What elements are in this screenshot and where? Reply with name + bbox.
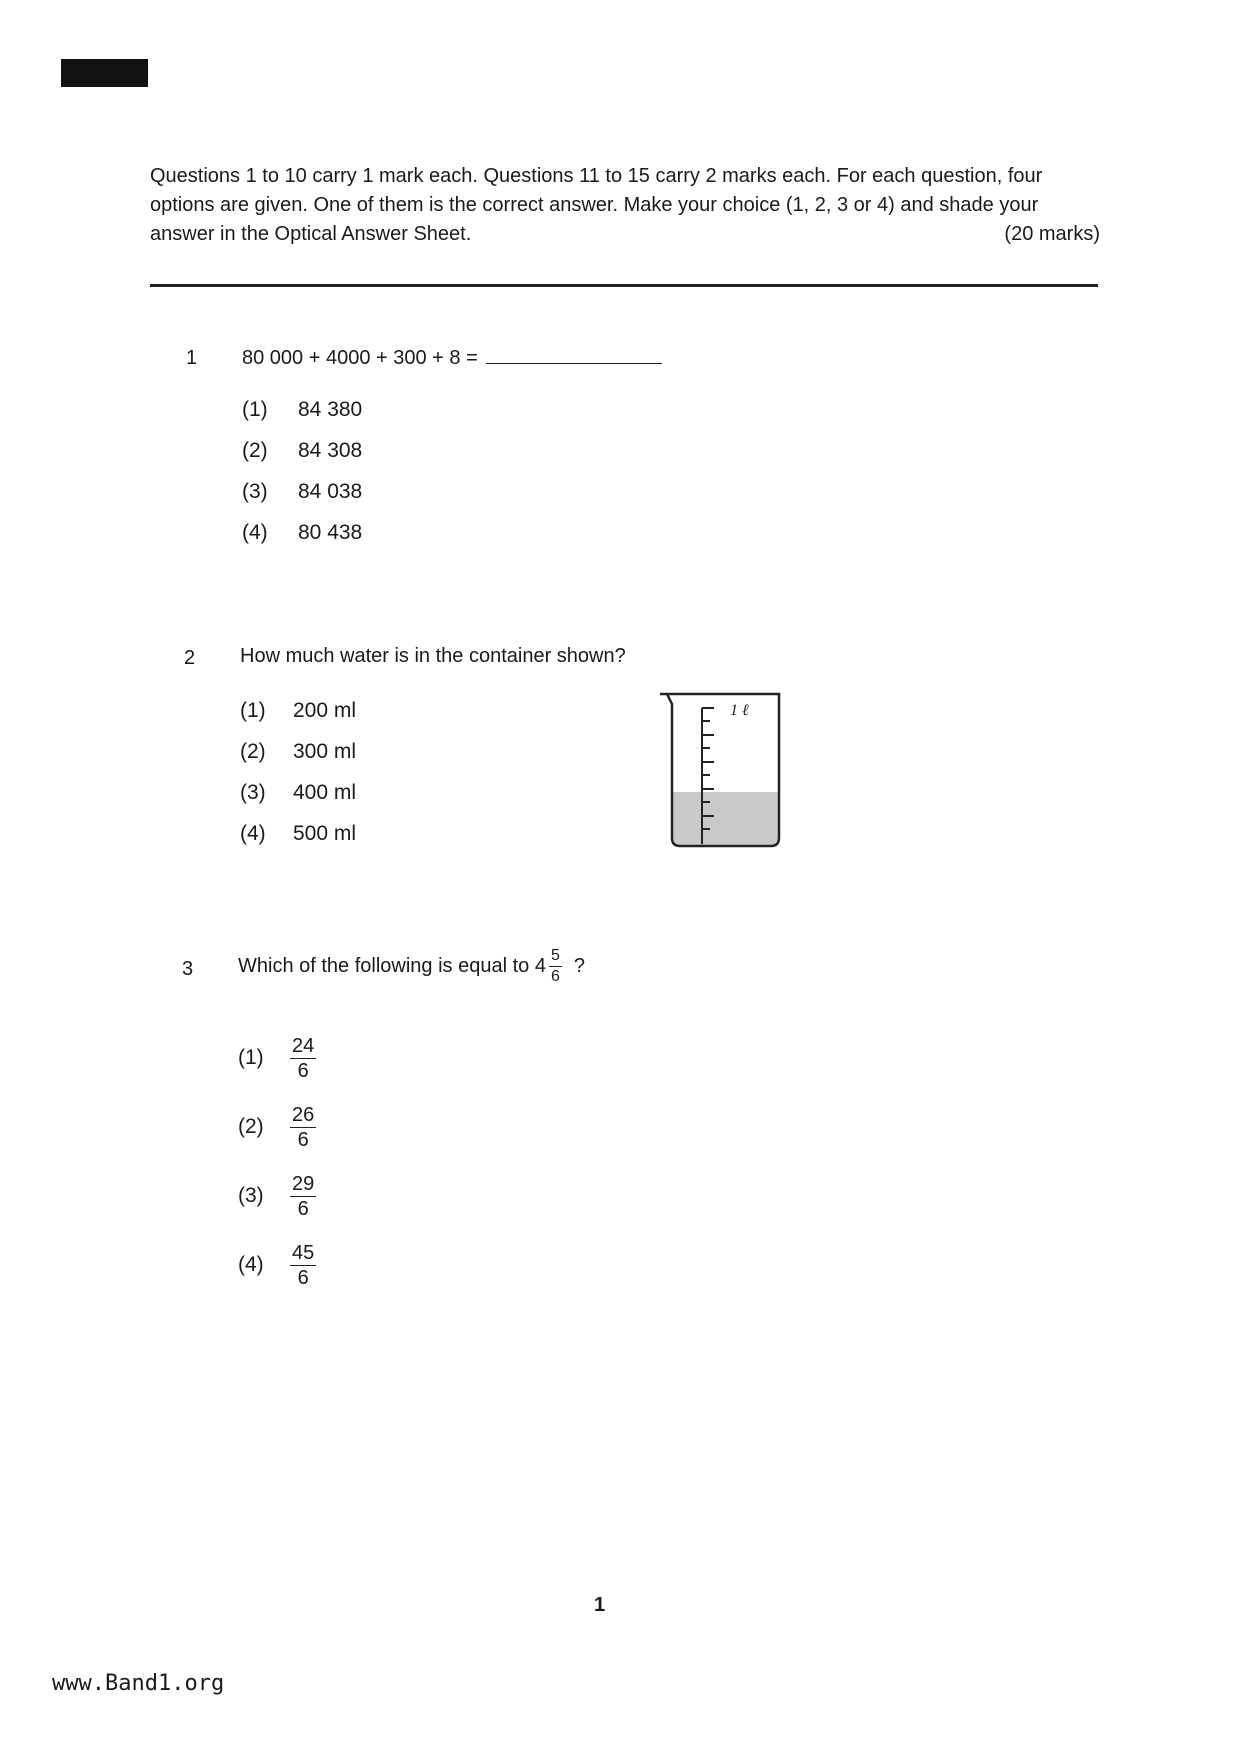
option-label: (1) bbox=[238, 1046, 264, 1069]
question-1-option-4 bbox=[242, 521, 362, 545]
option-value: 400 ml bbox=[293, 781, 357, 804]
fraction-denominator: 6 bbox=[550, 967, 560, 985]
option-label: (2) bbox=[240, 740, 266, 763]
footer-url[interactable]: www.Band1.org bbox=[52, 1671, 225, 1696]
question-3-option-2 bbox=[238, 1102, 316, 1152]
question-1-option-2 bbox=[242, 439, 362, 463]
fraction-denominator: 6 bbox=[297, 1128, 309, 1151]
option-label: (4) bbox=[238, 1253, 264, 1276]
water-level bbox=[672, 792, 779, 846]
option-value: 84 038 bbox=[298, 480, 363, 503]
option-label: (2) bbox=[242, 439, 268, 462]
question-2-option-4 bbox=[240, 822, 356, 846]
option-value: 200 ml bbox=[293, 699, 357, 722]
question-2-option-1 bbox=[240, 699, 356, 723]
question-3-option-4 bbox=[238, 1240, 316, 1290]
option-value: 300 ml bbox=[293, 740, 357, 763]
fraction-numerator: 29 bbox=[292, 1172, 315, 1195]
option-fraction bbox=[290, 1174, 316, 1219]
option-value: 80 438 bbox=[298, 521, 363, 544]
option-value: 500 ml bbox=[293, 822, 357, 845]
option-label: (3) bbox=[242, 480, 268, 503]
fraction-numerator: 24 bbox=[292, 1034, 315, 1057]
instructions-text: Questions 1 to 10 carry 1 mark each. Questions 11 to 15 carry 2 marks each. For each question, four options are given. One of them is the correct answer. Make your choice (1, 2, 3 or 4) and shade your answer in the Optical Answer Sheet. bbox=[150, 165, 1043, 245]
option-label: (3) bbox=[238, 1184, 264, 1207]
fraction-denominator: 6 bbox=[297, 1059, 309, 1082]
question-1-number: 1 bbox=[186, 347, 198, 369]
redacted-block bbox=[61, 59, 148, 87]
fraction-numerator: 45 bbox=[292, 1241, 315, 1264]
fraction-numerator: 26 bbox=[292, 1103, 315, 1126]
question-2-option-3 bbox=[240, 781, 356, 805]
option-label: (4) bbox=[242, 521, 268, 544]
option-label: (1) bbox=[240, 699, 266, 722]
option-label: (2) bbox=[238, 1115, 264, 1138]
question-1-text bbox=[242, 345, 662, 370]
question-1-expression: 80 000 + 4000 + 300 + 8 = bbox=[242, 347, 478, 369]
option-fraction bbox=[290, 1036, 316, 1081]
answer-blank bbox=[486, 345, 662, 364]
mixed-number-fraction bbox=[549, 948, 562, 985]
divider bbox=[150, 284, 1098, 287]
measuring-beaker-icon bbox=[658, 690, 794, 852]
question-3-option-1 bbox=[238, 1033, 316, 1083]
total-marks: (20 marks) bbox=[1004, 223, 1100, 245]
fraction-denominator: 6 bbox=[297, 1197, 309, 1220]
beaker-capacity-label: 1 ℓ bbox=[730, 702, 749, 719]
option-value: 84 380 bbox=[298, 398, 363, 421]
question-1-option-1 bbox=[242, 398, 362, 422]
question-3-text bbox=[238, 944, 585, 988]
question-3-option-3 bbox=[238, 1171, 316, 1221]
question-3-text-before: Which of the following is equal to 4 bbox=[238, 954, 546, 977]
option-label: (3) bbox=[240, 781, 266, 804]
question-mark: ? bbox=[573, 954, 585, 977]
question-2-text: How much water is in the container shown? bbox=[240, 645, 626, 667]
instructions bbox=[150, 162, 1100, 249]
question-2-option-2 bbox=[240, 740, 356, 764]
question-2-number: 2 bbox=[184, 647, 196, 669]
fraction-denominator: 6 bbox=[297, 1266, 309, 1289]
question-3-number: 3 bbox=[182, 958, 194, 980]
question-1-option-3 bbox=[242, 480, 362, 504]
option-fraction bbox=[290, 1105, 316, 1150]
fraction-numerator: 5 bbox=[549, 948, 562, 967]
page-number: 1 bbox=[594, 1594, 606, 1616]
option-value: 84 308 bbox=[298, 439, 363, 462]
option-fraction bbox=[290, 1243, 316, 1288]
option-label: (4) bbox=[240, 822, 266, 845]
option-label: (1) bbox=[242, 398, 268, 421]
